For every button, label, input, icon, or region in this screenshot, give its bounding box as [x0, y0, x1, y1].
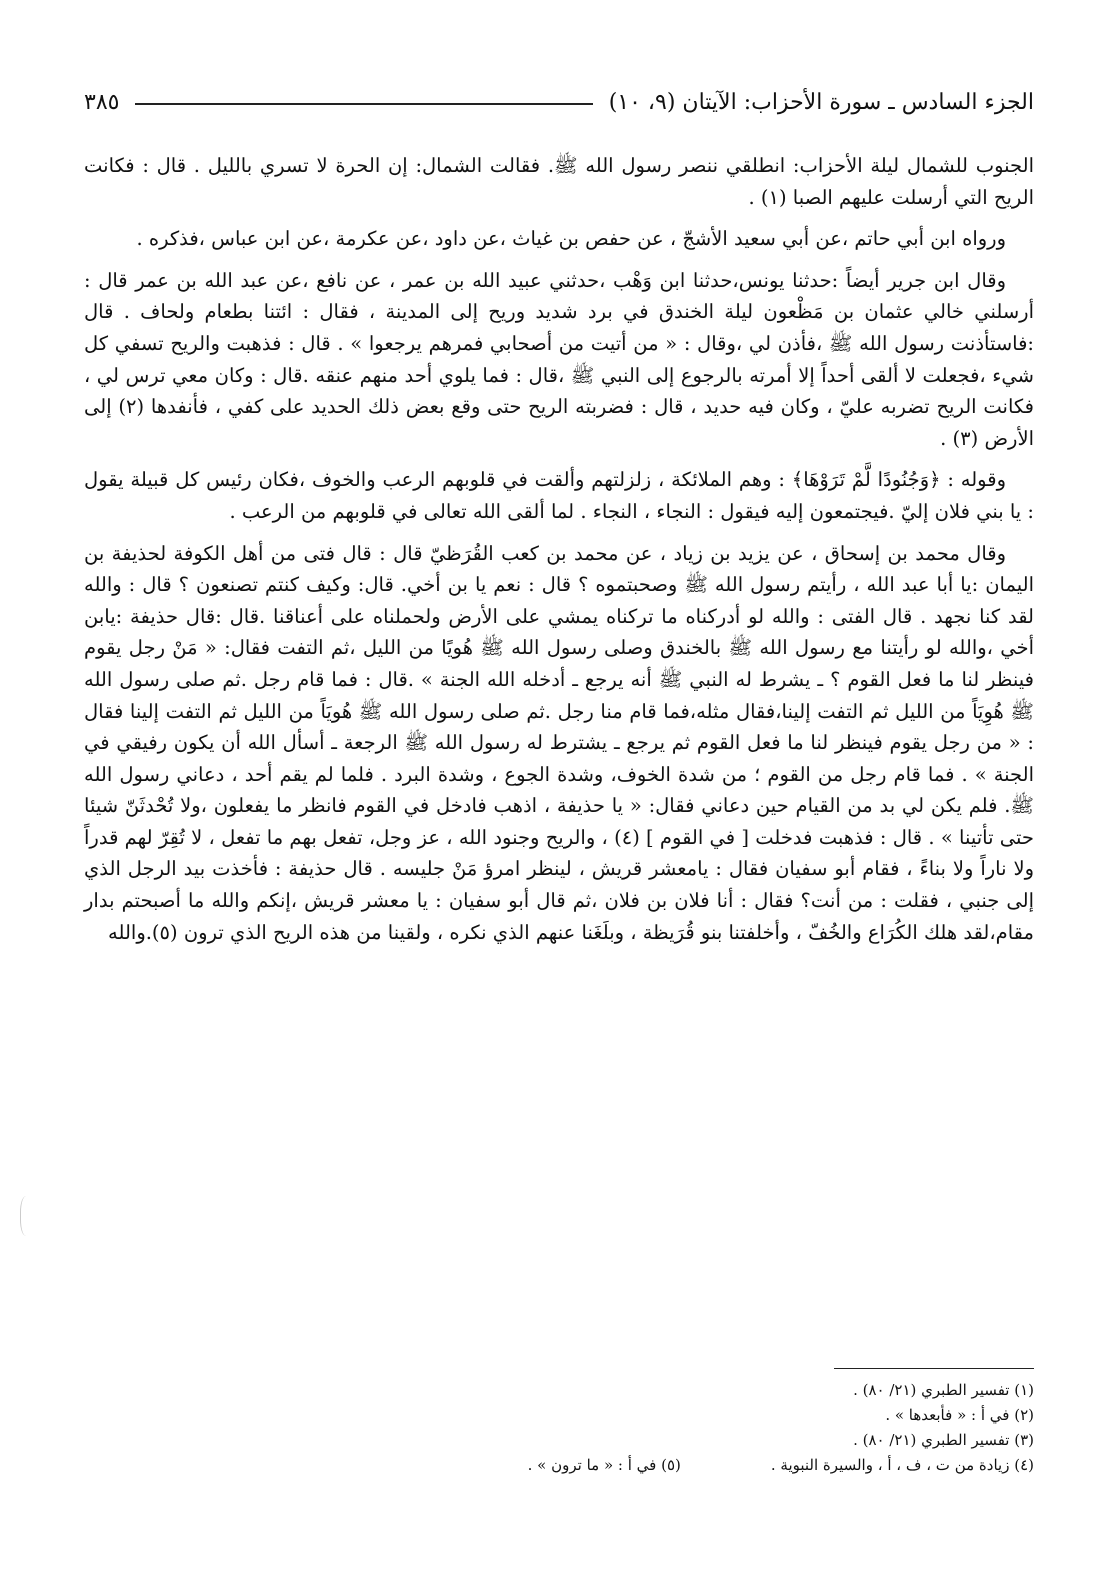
footnote: (١) تفسير الطبري (٢١/ ٨٠) .: [853, 1381, 1034, 1399]
paragraph: وقوله : ﴿وَجُنُودًا لَّمْ تَرَوْهَا﴾ : وهم الملائكة ، زلزلتهم وألقت في قلوبهم الرعب والخوف ،فكان رئيس كل قبيلة يقول : يا بني فلان إليّ .فيجتمعون إليه فيقول : النجاء ، النجاء . لما ألقى الله تعالى في قلوبهم من الرعب .: [84, 468, 1034, 523]
paragraph: وقال ابن جرير أيضاً :حدثنا يونس،حدثنا ابن وَهْب ،حدثني عبيد الله بن عمر ، عن نافع ،عن عبد الله بن عمر قال : أرسلني خالي عثمان بن مَظْعون ليلة الخندق في برد شديد وريح إلى المدينة ، فقال : ائتنا بطعام ولحاف . قال :فاستأذنت رسول الله ﷺ ،فأذن لي ،وقال : « من أتيت من أصحابي فمرهم يرجعوا » . قال : فذهبت والريح تسفي كل شيء ،فجعلت لا ألقى أحداً إلا أمرته بالرجوع إلى النبي ﷺ ،قال : فما يلوي أحد منهم عنقه .قال : وكان معي ترس لي ، فكانت الريح تضربه عليّ ، وكان فيه حديد ، قال : فضربته الريح حتى وقع بعض ذلك الحديد على كفي ، فأنفدها (٢) إلى الأرض (٣) .: [84, 268, 1034, 450]
main-text: [84, 150, 1034, 958]
footnote: (٢) في أ : « فأبعدها » .: [885, 1406, 1034, 1424]
paragraph: ورواه ابن أبي حاتم ،عن أبي سعيد الأشجّ ، عن حفص بن غياث ،عن داود ،عن عكرمة ،عن ابن عباس ،فذكره .: [136, 227, 1006, 251]
page-number: ٣٨٥: [84, 89, 120, 115]
page-header: [84, 82, 1034, 122]
footnote: (٣) تفسير الطبري (٢١/ ٨٠) .: [853, 1431, 1034, 1449]
footnotes: [84, 1378, 1034, 1478]
footnote-row: [84, 1453, 1034, 1478]
running-title: الجزء السادس ـ سورة الأحزاب: الآيتان (٩، ١٠): [608, 89, 1034, 115]
footnote-separator: [834, 1368, 1034, 1369]
paragraph: وقال محمد بن إسحاق ، عن يزيد بن زياد ، عن محمد بن كعب القُرَظيّ قال : قال فتى من أهل الكوفة لحذيفة بن اليمان :يا أبا عبد الله ، رأيتم رسول الله ﷺ وصحبتموه ؟ قال : نعم يا بن أخي. قال: وكيف كنتم تصنعون ؟ قال : والله لقد كنا نجهد . قال الفتى : والله لو أدركناه ما تركناه يمشي على الأرض ولحملناه على أعناقنا .قال :قال حذيفة :يابن أخي ،والله لو رأيتنا مع رسول الله ﷺ بالخندق وصلى رسول الله ﷺ هُويًا من الليل ،ثم التفت فقال: « مَنْ رجل يقوم فينظر لنا ما فعل القوم ؟ ـ يشرط له النبي ﷺ أنه يرجع ـ أدخله الله الجنة » .قال : فما قام رجل .ثم صلى رسول الله ﷺ هُوِيَاً من الليل ثم التفت إلينا،فقال مثله،فما قام منا رجل .ثم صلى رسول الله ﷺ هُويَاً من الليل ثم التفت إلينا فقال : « من رجل يقوم فينظر لنا ما فعل القوم ثم يرجع ـ يشترط له رسول الله ﷺ الرجعة ـ أسأل الله أن يكون رفيقي في الجنة » . فما قام رجل من القوم ؛ من شدة الخوف، وشدة الجوع ، وشدة البرد . فلما لم يقم أحد ، دعاني رسول الله ﷺ. فلم يكن لي بد من القيام حين دعاني فقال: « يا حذيفة ، اذهب فادخل في القوم فانظر ما يفعلون ،ولا تُحْدثَنّ شيئا حتى تأتينا » . قال : فذهبت فدخلت [ في القوم ] (٤) ، والريح وجنود الله ، عز وجل، تفعل بهم ما تفعل ، لا تُقِرّ لهم قدراً ولا ناراً ولا بناءً ، فقام أبو سفيان فقال : يامعشر قريش ، لينظر امرؤ مَنْ جليسه . قال حذيفة : فأخذت بيد الرجل الذي إلى جنبي ، فقلت : من أنت؟ فقال : أنا فلان بن فلان ،ثم قال أبو سفيان : يا معشر قريش ،إنكم والله ما أصبحتم بدار مقام،لقد هلك الكُرَاع والخُفّ ، وأخلفتنا بنو قُرَيظة ، وبلَغَنا عنهم الذي نكره ، ولقينا من هذه الريح الذي ترون (٥).والله: [84, 541, 1034, 944]
paragraph: الجنوب للشمال ليلة الأحزاب: انطلقي ننصر رسول الله ﷺ. فقالت الشمال: إن الحرة لا تسري بالليل . قال : فكانت الريح التي أرسلت عليهم الصبا (١) .: [84, 154, 1034, 209]
footnote: (٤) زيادة من ت ، ف ، أ ، والسيرة النبوية .: [770, 1456, 1034, 1474]
footnote: (٥) في أ : « ما ترون » .: [527, 1456, 681, 1474]
book-page: [84, 0, 1034, 1592]
margin-scan-mark: [20, 1196, 35, 1236]
header-rule: [135, 103, 592, 105]
